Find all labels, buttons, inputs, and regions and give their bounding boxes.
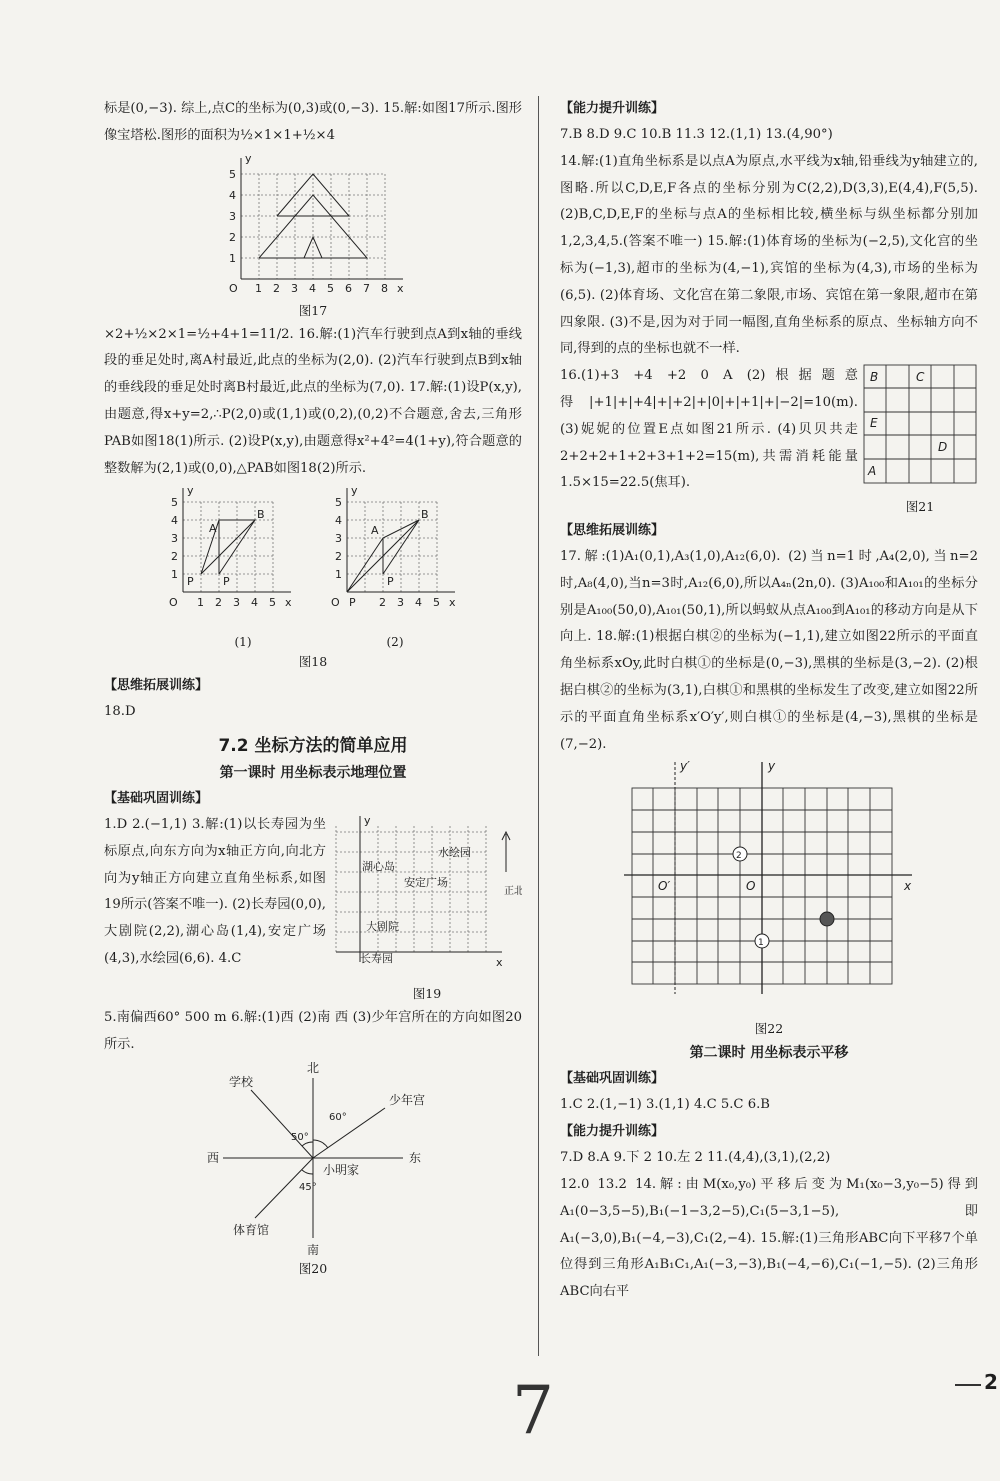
label-school: 学校 xyxy=(229,1075,254,1090)
svg-text:y: y xyxy=(187,484,194,498)
label-shuihuiyuan: 水绘园 xyxy=(438,845,471,859)
figure-18-2 xyxy=(325,482,465,622)
svg-text:x: x xyxy=(285,596,292,610)
label-dajuyuan: 大剧院 xyxy=(366,919,399,933)
figure-21 xyxy=(862,363,978,518)
right-para-3: 16.(1)+3 +4 +2 0 A (2)根据题意得|+1|+|+4|+|+2|+|0|+|+1|+|−2|=10(m). (3)妮妮的位置E点如图21所示. (4)贝贝共走2+2+2+1+2+3+1+2=15(m),共需消耗能量1.5×15=22.5(焦耳). xyxy=(560,368,858,491)
label-huxindao: 湖心岛 xyxy=(362,859,395,873)
svg-text:3: 3 xyxy=(233,596,240,610)
svg-text:y′: y′ xyxy=(680,759,690,774)
svg-text:x: x xyxy=(496,955,503,969)
svg-text:A: A xyxy=(209,522,217,536)
svg-text:2: 2 xyxy=(379,596,386,610)
left-para-2: ×2+½×2×1=½+4+1=11/2. 16.解:(1)汽车行驶到点A到x轴的垂线段的垂足处时,离A村最近,此点的坐标为(2,0). (2)汽车行驶到点B到x轴的垂线段的垂足处时离B村最近,此点的坐标为(7,0). 17.解:(1)设P(x,y),由题意,得x+y=2,∴P(2,0)或(1,1)或(0,2),(0,2)不合题意,舍去,三角形PAB如图18(1)所示. (2)设P(x,y),由题意得x²+4²=4(1+y),符合题意的整数解为(2,1)或(0,0),△PAB如图18(2)所示. xyxy=(104,326,522,476)
section-siwei-tuozhan: 【 思维拓展训练 】 xyxy=(104,673,522,699)
figure-19 xyxy=(332,812,522,1005)
svg-text:y: y xyxy=(351,484,358,498)
svg-text:2: 2 xyxy=(171,550,178,564)
svg-text:1: 1 xyxy=(171,568,178,582)
svg-text:P: P xyxy=(387,575,394,589)
svg-text:B: B xyxy=(257,508,265,522)
svg-text:3: 3 xyxy=(335,532,342,546)
svg-text:y: y xyxy=(245,151,252,165)
left-para-3: 1.D 2.(−1,1) 3.解:(1)以长寿园为坐标原点,向东方向为x轴正方向,向北方向为y轴正方向建立直角坐标系,如图19所示(答案不唯一). (2)长寿园(0,0),大剧院(2,2),湖心岛(1,4),安定广场(4,3),水绘园(6,6). 4.C xyxy=(104,816,326,966)
section-nengli-tisheng: 【 能力提升训练 】 xyxy=(560,96,978,122)
lesson-2-title: 第二课时 用坐标表示平移 xyxy=(689,1045,849,1062)
label-south: 南 xyxy=(307,1243,320,1258)
label-north: 北 xyxy=(307,1061,320,1076)
figure-17 xyxy=(213,150,413,300)
section-jichu-gonggu: 【 基础巩固训练 】 xyxy=(104,786,522,812)
page-number: 2 xyxy=(984,1370,998,1394)
svg-text:4: 4 xyxy=(171,514,178,528)
svg-text:2: 2 xyxy=(273,281,280,295)
svg-text:y: y xyxy=(768,759,776,774)
svg-text:P: P xyxy=(223,575,230,589)
section-jichu-gonggu-right: 【 基础巩固训练 】 xyxy=(560,1066,978,1092)
svg-text:3: 3 xyxy=(171,532,178,546)
label-angle-50: 50° xyxy=(291,1132,309,1144)
grid-label-d: D xyxy=(938,440,948,455)
svg-text:O: O xyxy=(331,596,340,610)
figure-19-map xyxy=(332,812,522,972)
svg-text:2: 2 xyxy=(215,596,222,610)
svg-text:5: 5 xyxy=(327,281,334,295)
right-para-1: 7.B 8.D 9.C 10.B 11.3 12.(1,1) 13.(4,90°) xyxy=(560,127,833,142)
svg-text:2: 2 xyxy=(736,851,742,862)
lesson-1-title: 第一课时 用坐标表示地理位置 xyxy=(219,764,407,781)
svg-text:1: 1 xyxy=(255,281,262,295)
svg-text:y: y xyxy=(364,813,371,827)
left-column xyxy=(104,96,522,1280)
grid-label-e: E xyxy=(870,416,878,431)
svg-text:4: 4 xyxy=(251,596,258,610)
svg-text:1: 1 xyxy=(197,596,204,610)
figure-20-caption: 图20 xyxy=(298,1261,328,1277)
right-para-5: 1.C 2.(1,−1) 3.(1,1) 4.C 5.C 6.B xyxy=(560,1097,770,1113)
svg-text:2: 2 xyxy=(335,550,342,564)
svg-text:5: 5 xyxy=(433,596,440,610)
figure-21-caption: 图21 xyxy=(905,498,935,514)
svg-text:O′: O′ xyxy=(658,879,671,894)
label-east: 东 xyxy=(409,1151,422,1166)
answer-18: 18.D xyxy=(104,704,136,720)
label-anding-guangchang: 安定广场 xyxy=(404,875,448,889)
svg-text:O: O xyxy=(229,281,238,295)
svg-text:5: 5 xyxy=(171,496,178,510)
figure-22 xyxy=(614,758,924,1018)
svg-text:1: 1 xyxy=(335,568,342,582)
svg-text:5: 5 xyxy=(269,596,276,610)
svg-text:2: 2 xyxy=(229,230,236,244)
right-column xyxy=(560,96,978,1306)
figure-22-caption: 图22 xyxy=(754,1021,784,1037)
svg-text:4: 4 xyxy=(415,596,422,610)
right-para-6: 7.D 8.A 9.下 2 10.左 2 11.(4,4),(3,1),(2,2) xyxy=(560,1150,831,1166)
figure-18-caption: 图18 xyxy=(298,654,328,670)
label-gym: 体育馆 xyxy=(233,1223,270,1238)
svg-text:x: x xyxy=(904,879,912,894)
svg-text:A: A xyxy=(371,524,379,538)
grid-label-b: B xyxy=(870,370,879,385)
svg-text:P: P xyxy=(187,575,194,589)
svg-text:5: 5 xyxy=(335,496,342,510)
svg-text:8: 8 xyxy=(381,281,388,295)
right-para-2: 14.解:(1)直角坐标系是以点A为原点,水平线为x轴,铅垂线为y轴建立的,图略.所以C,D,E,F各点的坐标分别为C(2,2),D(3,3),E(4,4),F(5,5). (2)B,C,D,E,F的坐标与点A的坐标相比较,横坐标与纵坐标都分别加1,2,3,4,5.(答案不唯一) 15.解:(1)体育场的坐标为(−2,5),文化宫的坐标为(−1,3),超市的坐标为(4,−1),宾馆的坐标为(4,3),市场的坐标为(6,5). (2)体育场、文化宫在第二象限,市场、宾馆在第一象限,超市在第四象限. (3)不是,因为对于同一幅图,直角坐标系的原点、坐标轴方向不同,得到的点的坐标也就不一样. xyxy=(560,153,978,357)
figure-17-caption: 图17 xyxy=(298,302,328,318)
left-para-4: 5.南偏西60° 500 m 6.解:(1)西 (2)南 西 (3)少年宫所在的方向如图20所示. xyxy=(104,1009,522,1052)
figure-18 xyxy=(104,482,522,651)
section-siwei-tuozhan-right: 【 思维拓展训练 】 xyxy=(560,518,978,544)
left-para-1: 标是(0,−3). 综上,点C的坐标为(0,3)或(0,−3). 15.解:如图17所示.图形像宝塔松.图形的面积为½×1×1+½×4 xyxy=(104,101,522,143)
svg-text:1: 1 xyxy=(229,251,236,265)
svg-text:x: x xyxy=(449,596,456,610)
svg-text:P: P xyxy=(349,596,356,610)
svg-text:x: x xyxy=(397,281,404,295)
section-title-7-2: 7.2 坐标方法的简单应用 xyxy=(218,735,408,756)
label-home: 小明家 xyxy=(323,1163,360,1178)
right-para-4: 17.解:(1)A₁(0,1),A₃(1,0),A₁₂(6,0). (2)当n=1时,A₄(2,0),当n=2时,A₈(4,0),当n=3时,A₁₂(6,0),所以A₄ₙ(2n,0). (3)A₁₀₀和A₁₀₁的坐标分别是A₁₀₀(50,0),A₁₀₁(50,1),所以蚂蚁从点A₁₀₀到A₁₀₁的移动方向是从下向上. 18.解:(1)根据白棋②的坐标为(−1,1),建立如图22所示的平面直角坐标系xOy,此时白棋①的坐标是(0,−3),黑棋的坐标是(3,−2). (2)根据白棋②的坐标为(3,1),白棋①和黑棋的坐标发生了改变,建立如图22所示的平面直角坐标系x′O′y′,则白棋①的坐标是(4,−3),黑棋的坐标是(7,−2). xyxy=(560,548,978,752)
handwritten-mark: 7 xyxy=(512,1372,554,1449)
figure-19-caption: 图19 xyxy=(412,985,442,1001)
figure-18-sub2: (2) xyxy=(386,635,404,650)
figure-20 xyxy=(163,1058,463,1258)
svg-text:O: O xyxy=(746,879,756,894)
page-footer-rule xyxy=(955,1384,981,1386)
grid-label-a: A xyxy=(868,464,877,479)
svg-text:O: O xyxy=(169,596,178,610)
section-nengli-tisheng-2: 【 能力提升训练 】 xyxy=(560,1119,978,1145)
figure-21-grid xyxy=(862,363,978,485)
svg-text:4: 4 xyxy=(229,188,236,202)
figure-18-1 xyxy=(161,482,301,622)
label-angle-45: 45° xyxy=(299,1182,317,1194)
label-west: 西 xyxy=(207,1151,220,1166)
svg-text:6: 6 xyxy=(345,281,352,295)
label-changshouyuan: 长寿园 xyxy=(360,951,393,965)
svg-text:7: 7 xyxy=(363,281,370,295)
svg-text:3: 3 xyxy=(291,281,298,295)
svg-text:3: 3 xyxy=(229,209,236,223)
svg-text:5: 5 xyxy=(229,167,236,181)
column-divider xyxy=(538,96,539,1356)
svg-text:B: B xyxy=(421,508,429,522)
svg-text:4: 4 xyxy=(309,281,316,295)
label-angle-60: 60° xyxy=(329,1112,347,1124)
grid-label-c: C xyxy=(916,370,925,385)
svg-text:3: 3 xyxy=(397,596,404,610)
label-youth-palace: 少年宫 xyxy=(389,1093,426,1108)
figure-18-sub1: (1) xyxy=(234,635,252,650)
svg-text:1: 1 xyxy=(758,938,764,949)
svg-text:4: 4 xyxy=(335,514,342,528)
right-para-7: 12.0 13.2 14.解:由M(x₀,y₀)平移后变为M₁(x₀−3,y₀−5)得到A₁(0−3,5−5),B₁(−1−3,2−5),C₁(5−3,1−5),即A₁(−3,0),B₁(−4,−3),C₁(2,−4). 15.解:(1)三角形ABC向下平移7个单位得到三角形A₁B₁C₁,A₁(−3,−3),B₁(−4,−6),C₁(−1,−5). (2)三角形ABC向右平 xyxy=(560,1176,978,1300)
label-zhengbei: 正北 xyxy=(504,885,522,897)
